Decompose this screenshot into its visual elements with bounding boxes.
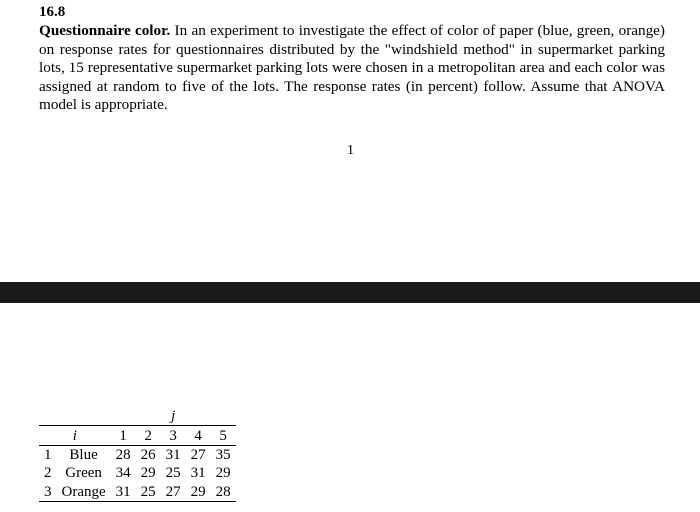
table-cell: 35 <box>215 447 231 463</box>
row-color-label: Blue <box>69 447 98 463</box>
column-header-row <box>39 426 236 446</box>
table-cell: 29 <box>186 482 211 502</box>
table-cell: 31 <box>111 482 136 502</box>
problem-body: In an experiment to investigate the effect of color of paper (blue, green, orange) on response rates for questionnaires distributed by the "windshield method" in supermarket parking lots, 15 representative supermarket parking lots were chosen in a metropolitan area and each color was assigned at random to five of the lots. The response rates (in percent) follow. Assume that ANOVA model is appropriate. <box>39 22 665 114</box>
row-color-label: Orange <box>57 482 111 502</box>
row-index: 2 <box>44 465 52 481</box>
table-row <box>39 464 236 482</box>
column-header: 3 <box>161 426 186 446</box>
page-number: 1 <box>347 143 354 158</box>
table-cell: 29 <box>215 465 231 481</box>
problem-title: Questionnaire color. <box>39 22 171 39</box>
row-index: 1 <box>44 447 52 463</box>
row-index: 3 <box>39 482 57 502</box>
table-cell: 25 <box>165 465 181 481</box>
problem-text <box>39 22 665 115</box>
table-cell: 26 <box>140 447 156 463</box>
table-cell: 27 <box>190 447 206 463</box>
problem-number: 16.8 <box>39 4 66 20</box>
table-cell: 31 <box>190 465 206 481</box>
column-group-row <box>39 407 236 426</box>
column-header: 5 <box>211 426 236 446</box>
table-cell: 28 <box>211 482 236 502</box>
response-rate-table-wrap <box>39 407 236 502</box>
table-cell: 28 <box>115 447 131 463</box>
column-header: 1 <box>111 426 136 446</box>
table-cell: 34 <box>115 465 131 481</box>
table-cell: 31 <box>165 447 181 463</box>
row-header-label: i <box>39 426 111 446</box>
column-header: 4 <box>186 426 211 446</box>
page-divider <box>0 282 700 303</box>
table-cell: 25 <box>136 482 161 502</box>
response-rate-table <box>39 407 236 502</box>
table-cell: 29 <box>140 465 156 481</box>
row-color-label: Green <box>65 465 102 481</box>
table-cell: 27 <box>161 482 186 502</box>
table-row <box>39 446 236 465</box>
table-row <box>39 482 236 502</box>
column-header: 2 <box>136 426 161 446</box>
column-group-label: j <box>171 408 176 424</box>
